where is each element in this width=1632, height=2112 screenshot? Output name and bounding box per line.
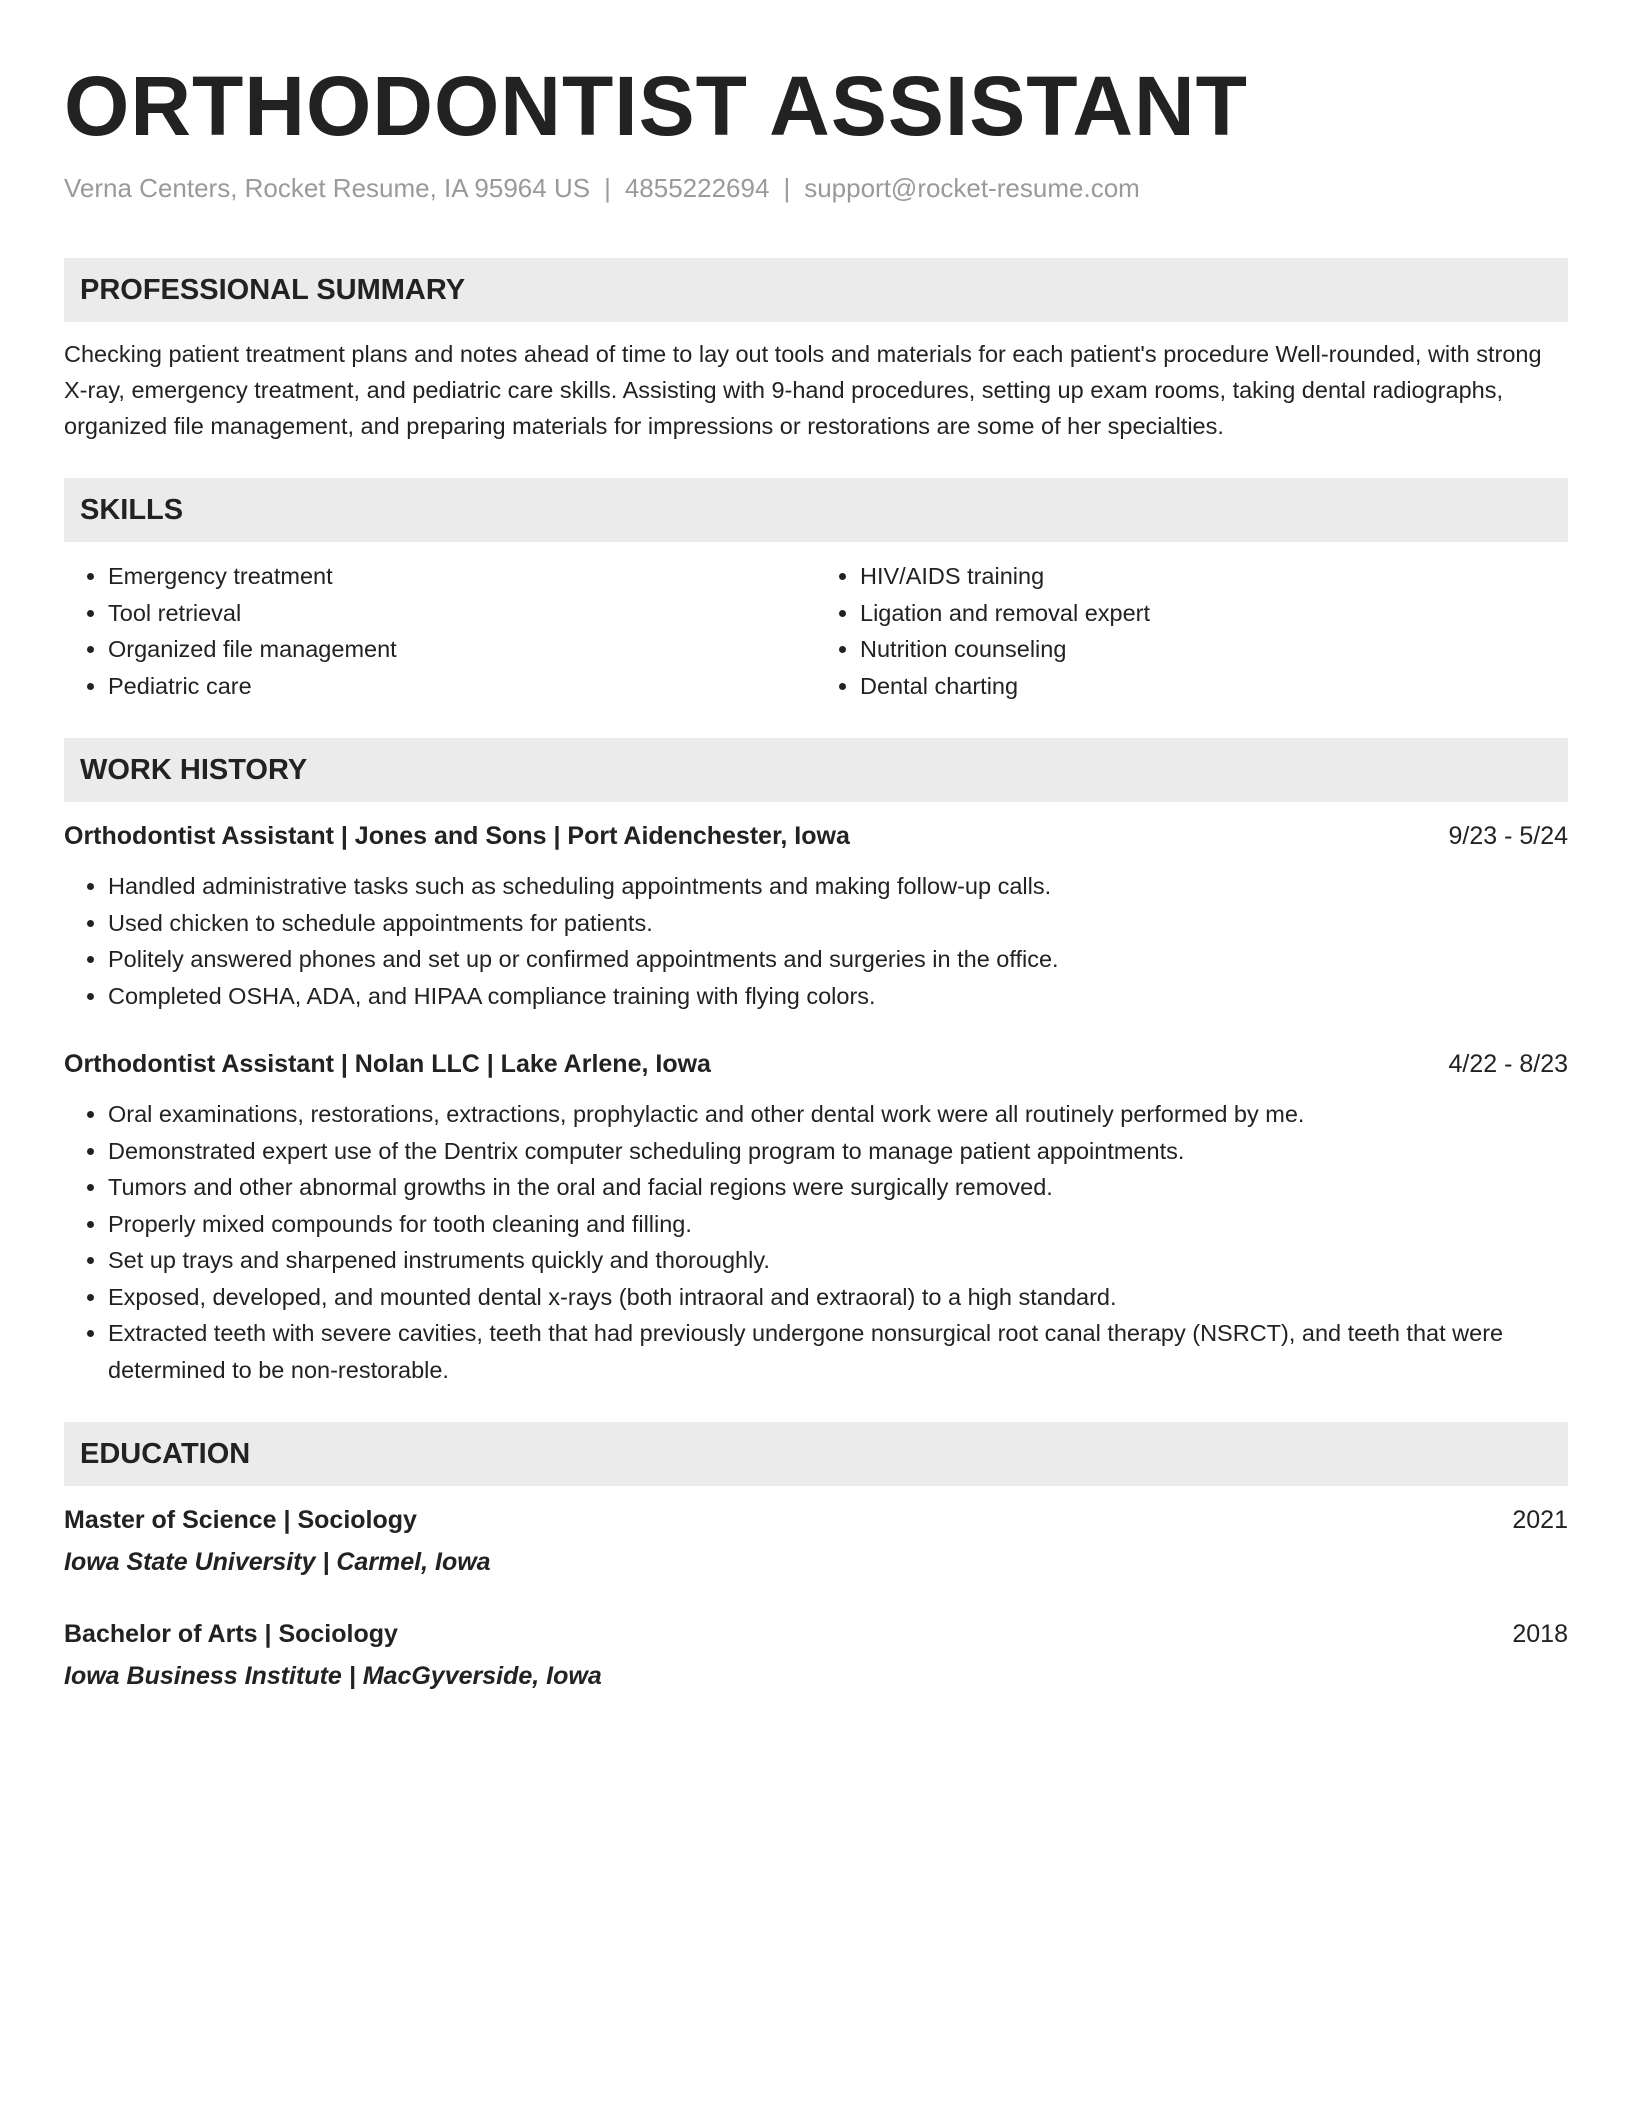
education-header bbox=[64, 1502, 1568, 1538]
contact-separator: | bbox=[604, 173, 611, 203]
education-degree: Bachelor of Arts | Sociology bbox=[64, 1620, 398, 1648]
job-title: Orthodontist Assistant | Jones and Sons | Port Aidenchester, Iowa bbox=[64, 822, 850, 850]
job-bullet: • Extracted teeth with severe cavities, teeth that had previously undergone nonsurgical root canal therapy (NSRCT), and teeth that were determined to be non-restorable. bbox=[108, 1315, 1568, 1388]
section-header-education: EDUCATION bbox=[64, 1422, 1568, 1486]
job-header bbox=[64, 1046, 1568, 1082]
contact-phone: 4855222694 bbox=[624, 173, 770, 203]
education-degree: Master of Science | Sociology bbox=[64, 1506, 417, 1534]
summary-text: Checking patient treatment plans and notes ahead of time to lay out tools and materials for each patient's procedure Well-rounded, with strong X-ray, emergency treatment, and pediatric care skills. Assisting with 9-hand procedures, setting up exam rooms, taking dental radiographs, organized file management, and preparing materials for impressions or restorations are some of her specialties. bbox=[64, 341, 1542, 439]
skills-column-left bbox=[64, 558, 816, 704]
education-entry bbox=[64, 1616, 1568, 1694]
job-bullet: • Set up trays and sharpened instruments quickly and thoroughly. bbox=[108, 1242, 1568, 1279]
education-year: 2021 bbox=[1512, 1506, 1568, 1534]
education-school: Iowa State University | Carmel, Iowa bbox=[64, 1548, 491, 1576]
education-entry bbox=[64, 1502, 1568, 1580]
job-bullet: • Demonstrated expert use of the Dentrix computer scheduling program to manage patient appointments. bbox=[108, 1133, 1568, 1170]
skill-item: • Nutrition counseling bbox=[860, 631, 1568, 668]
skill-item: • HIV/AIDS training bbox=[860, 558, 1568, 595]
skill-item: • Pediatric care bbox=[108, 668, 816, 705]
job-entry bbox=[64, 1046, 1568, 1388]
resume-title: ORTHODONTIST ASSISTANT bbox=[64, 59, 1248, 153]
job-dates: 9/23 - 5/24 bbox=[1448, 822, 1568, 850]
job-header bbox=[64, 818, 1568, 854]
job-bullet: • Handled administrative tasks such as scheduling appointments and making follow-up calls. bbox=[108, 868, 1568, 905]
job-entry bbox=[64, 818, 1568, 1014]
education-header bbox=[64, 1616, 1568, 1652]
job-bullet: • Used chicken to schedule appointments for patients. bbox=[108, 905, 1568, 942]
job-bullet: • Properly mixed compounds for tooth cleaning and filling. bbox=[108, 1206, 1568, 1243]
job-bullet: • Oral examinations, restorations, extractions, prophylactic and other dental work were all routinely performed by me. bbox=[108, 1096, 1568, 1133]
skill-item: • Dental charting bbox=[860, 668, 1568, 705]
job-bullet: • Politely answered phones and set up or confirmed appointments and surgeries in the office. bbox=[108, 941, 1568, 978]
education-year: 2018 bbox=[1512, 1620, 1568, 1648]
skill-item: • Tool retrieval bbox=[108, 595, 816, 632]
job-dates: 4/22 - 8/23 bbox=[1448, 1050, 1568, 1078]
job-bullet: • Completed OSHA, ADA, and HIPAA compliance training with flying colors. bbox=[108, 978, 1568, 1015]
job-bullets bbox=[64, 1096, 1568, 1388]
education-school: Iowa Business Institute | MacGyverside, Iowa bbox=[64, 1662, 602, 1690]
contact-address: Verna Centers, Rocket Resume, IA 95964 US bbox=[64, 173, 591, 203]
job-title: Orthodontist Assistant | Nolan LLC | Lake Arlene, Iowa bbox=[64, 1050, 711, 1078]
skills-list bbox=[64, 558, 1568, 704]
section-header-work: WORK HISTORY bbox=[64, 738, 1568, 802]
job-bullet: • Exposed, developed, and mounted dental x-rays (both intraoral and extraoral) to a high standard. bbox=[108, 1279, 1568, 1316]
contact-email: support@rocket-resume.com bbox=[804, 173, 1140, 203]
skill-item: • Organized file management bbox=[108, 631, 816, 668]
job-bullets bbox=[64, 868, 1568, 1014]
skill-item: • Emergency treatment bbox=[108, 558, 816, 595]
job-bullet: • Tumors and other abnormal growths in the oral and facial regions were surgically removed. bbox=[108, 1169, 1568, 1206]
section-header-skills: SKILLS bbox=[64, 478, 1568, 542]
contact-line bbox=[64, 170, 1568, 206]
skills-column-right bbox=[816, 558, 1568, 704]
section-header-summary: PROFESSIONAL SUMMARY bbox=[64, 258, 1568, 322]
skill-item: • Ligation and removal expert bbox=[860, 595, 1568, 632]
contact-separator: | bbox=[783, 173, 791, 203]
